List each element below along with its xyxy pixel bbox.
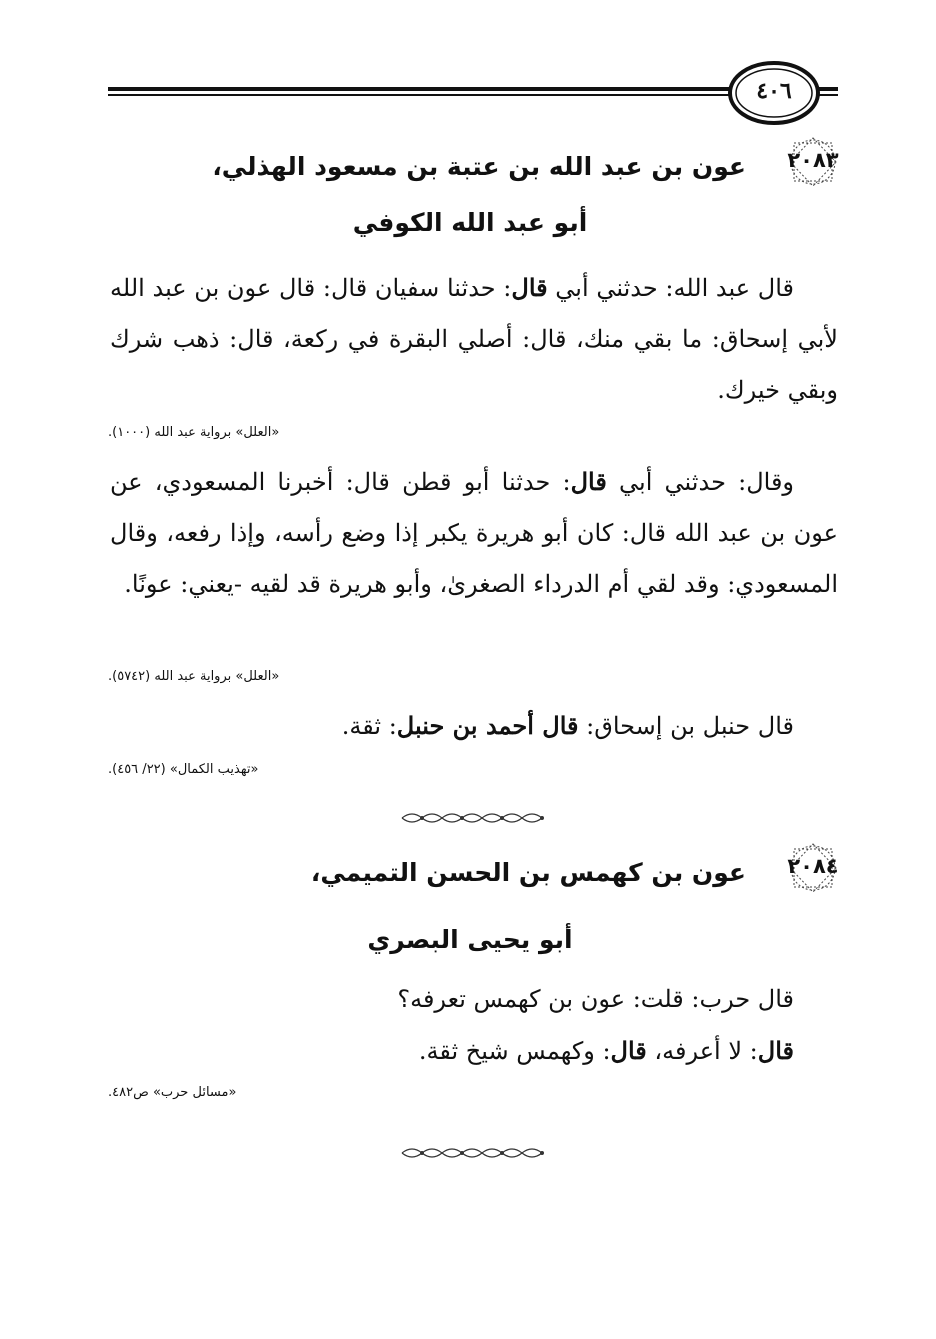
citation-text: «العلل» برواية عبد الله (٥٧٤٢). (108, 669, 280, 684)
citation-text: «العلل» برواية عبد الله (١٠٠٠). (108, 425, 280, 440)
text-run: قال حنبل بن إسحاق: (578, 712, 794, 740)
entry-kunya: أبو عبد الله الكوفي (352, 208, 588, 237)
text-run: قال حرب: قلت: عون بن كهمس تعرفه؟ (397, 985, 794, 1013)
text-run: : لا أعرفه، (646, 1037, 758, 1065)
text-run-bold: قال (511, 273, 548, 302)
entry-name: عون بن عبد الله بن عتبة بن مسعود الهذلي، (212, 152, 746, 181)
paragraph-line (110, 974, 838, 1025)
entry-number-badge (780, 842, 846, 894)
text-run-bold: قال أحمد بن حنبل (396, 711, 579, 740)
text-run: : حدثنا أبو قطن قال: أخبرنا المسعودي، عن عون بن عبد الله قال: كان أبو هريرة يكبر إذا وضع رأسه، وإذا رفعه، وقال المسعودي: وقد لقي أم الدرداء الصغرىٰ، وأبو هريرة قد لقيه -يعني: عونًا. (110, 468, 838, 598)
text-run-bold: قال (610, 1036, 647, 1065)
ornament-divider (398, 811, 554, 825)
text-run-bold: قال (757, 1036, 794, 1065)
page-number: ٤٠٦ (756, 78, 792, 104)
text-run: : وكهمس شيخ ثقة. (418, 1037, 611, 1065)
citation (108, 669, 838, 684)
entry-number: ٢٠٨٤ (787, 854, 839, 878)
paragraph (110, 262, 838, 416)
entry-number: ٢٠٨٣ (787, 148, 839, 172)
ornament-divider (398, 1146, 554, 1160)
citation-text: «مسائل حرب» ص٤٨٢. (108, 1085, 237, 1100)
page-number-ornament (726, 60, 822, 126)
citation (108, 1085, 838, 1100)
text-run: قال عبد الله: حدثني أبي (547, 274, 794, 302)
entry-heading (86, 854, 846, 898)
paragraph (110, 974, 838, 1077)
entry-number-badge (780, 136, 846, 188)
text-run: وقال: حدثني أبي (606, 468, 795, 496)
entry-kunya: أبو يحيى البصري (367, 925, 573, 954)
paragraph-line (110, 1025, 838, 1077)
text-run: : حدثنا سفيان قال: قال عون بن عبد الله لأبي إسحاق: ما بقي منك، قال: أصلي البقرة في ركعة، قال: ذهب شرك وبقي خيرك. (110, 274, 838, 404)
text-run: : ثقة. (341, 712, 397, 740)
citation-text: «تهذيب الكمال» (٢٢/ ٤٥٦). (108, 762, 259, 777)
paragraph (110, 700, 838, 752)
citation (108, 425, 838, 440)
entry-name: عون بن كهمس بن الحسن التميمي، (310, 858, 746, 887)
entry-heading (86, 148, 846, 192)
paragraph (110, 456, 838, 610)
text-run-bold: قال (570, 467, 607, 496)
header-rule (108, 87, 730, 97)
citation (108, 762, 838, 777)
